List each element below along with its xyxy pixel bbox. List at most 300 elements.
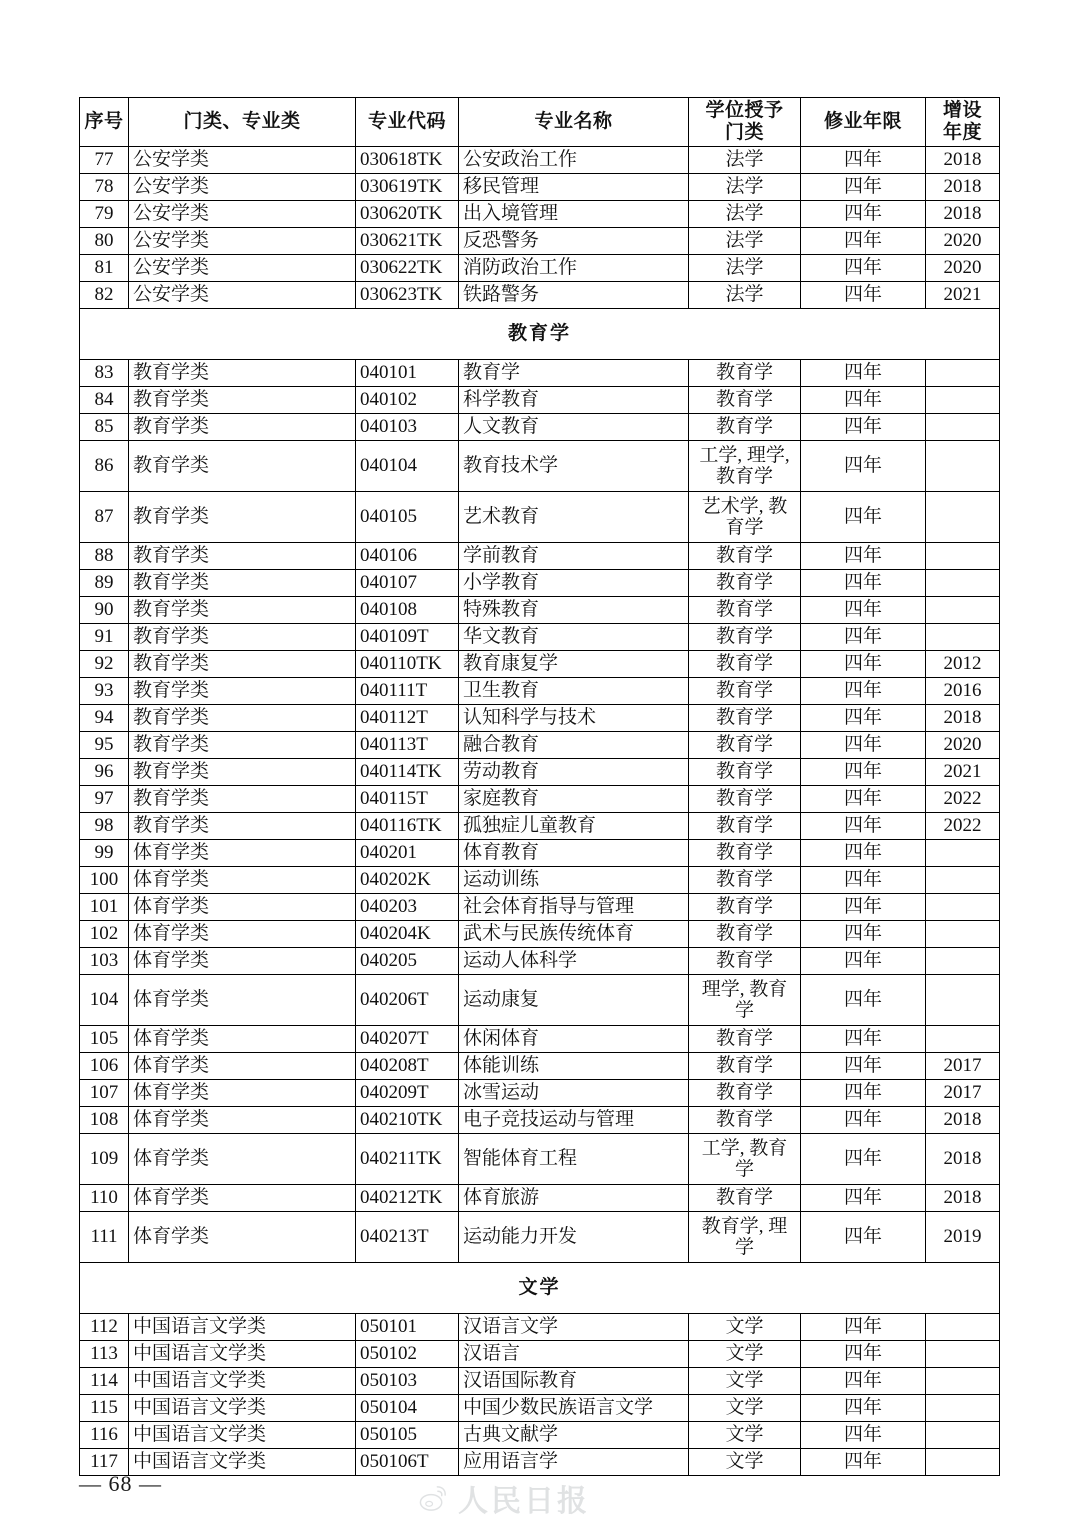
table-body xyxy=(80,147,1000,1476)
cell-code: 040102 xyxy=(356,387,459,414)
cell-degree: 文学 xyxy=(689,1341,801,1368)
column-header-name: 专业名称 xyxy=(459,98,689,147)
cell-category: 中国语言文学类 xyxy=(129,1395,356,1422)
table-row xyxy=(80,651,1000,678)
table-row xyxy=(80,360,1000,387)
cell-years: 四年 xyxy=(801,1449,926,1476)
table-row xyxy=(80,1449,1000,1476)
cell-years: 四年 xyxy=(801,255,926,282)
cell-category: 体育学类 xyxy=(129,1212,356,1263)
cell-category: 教育学类 xyxy=(129,732,356,759)
table-row xyxy=(80,624,1000,651)
cell-index: 113 xyxy=(80,1341,129,1368)
cell-name: 运动康复 xyxy=(459,975,689,1026)
cell-years: 四年 xyxy=(801,813,926,840)
cell-name: 体能训练 xyxy=(459,1053,689,1080)
cell-index: 115 xyxy=(80,1395,129,1422)
cell-code: 040104 xyxy=(356,441,459,492)
cell-category: 体育学类 xyxy=(129,1053,356,1080)
cell-added: 2021 xyxy=(926,282,1000,309)
cell-category: 体育学类 xyxy=(129,948,356,975)
cell-degree: 教育学, 理学 xyxy=(689,1212,801,1263)
cell-code: 040114TK xyxy=(356,759,459,786)
cell-index: 87 xyxy=(80,492,129,543)
cell-name: 运动人体科学 xyxy=(459,948,689,975)
cell-years: 四年 xyxy=(801,1053,926,1080)
table-row xyxy=(80,147,1000,174)
cell-added xyxy=(926,1422,1000,1449)
cell-index: 93 xyxy=(80,678,129,705)
cell-years: 四年 xyxy=(801,414,926,441)
cell-name: 运动能力开发 xyxy=(459,1212,689,1263)
cell-name: 科学教育 xyxy=(459,387,689,414)
cell-name: 智能体育工程 xyxy=(459,1134,689,1185)
table-row xyxy=(80,975,1000,1026)
cell-code: 040201 xyxy=(356,840,459,867)
cell-name: 中国少数民族语言文学 xyxy=(459,1395,689,1422)
cell-code: 030622TK xyxy=(356,255,459,282)
cell-added: 2018 xyxy=(926,174,1000,201)
cell-index: 84 xyxy=(80,387,129,414)
cell-index: 102 xyxy=(80,921,129,948)
cell-code: 040209T xyxy=(356,1080,459,1107)
cell-category: 公安学类 xyxy=(129,255,356,282)
cell-name: 体育教育 xyxy=(459,840,689,867)
cell-years: 四年 xyxy=(801,228,926,255)
cell-name: 消防政治工作 xyxy=(459,255,689,282)
column-header-degree-line1: 学位授予 xyxy=(705,99,784,122)
cell-degree: 教育学 xyxy=(689,732,801,759)
cell-index: 105 xyxy=(80,1026,129,1053)
cell-name: 冰雪运动 xyxy=(459,1080,689,1107)
cell-degree: 文学 xyxy=(689,1314,801,1341)
cell-added: 2016 xyxy=(926,678,1000,705)
cell-code: 040206T xyxy=(356,975,459,1026)
cell-added xyxy=(926,624,1000,651)
cell-degree: 教育学 xyxy=(689,705,801,732)
cell-index: 94 xyxy=(80,705,129,732)
cell-added xyxy=(926,975,1000,1026)
cell-degree: 教育学 xyxy=(689,786,801,813)
cell-years: 四年 xyxy=(801,1134,926,1185)
cell-degree: 文学 xyxy=(689,1422,801,1449)
table-row xyxy=(80,1341,1000,1368)
cell-added: 2018 xyxy=(926,1185,1000,1212)
cell-name: 古典文献学 xyxy=(459,1422,689,1449)
cell-name: 教育技术学 xyxy=(459,441,689,492)
cell-degree: 文学 xyxy=(689,1368,801,1395)
cell-added: 2017 xyxy=(926,1053,1000,1080)
cell-index: 108 xyxy=(80,1107,129,1134)
cell-code: 030618TK xyxy=(356,147,459,174)
cell-years: 四年 xyxy=(801,1080,926,1107)
cell-index: 98 xyxy=(80,813,129,840)
cell-added xyxy=(926,492,1000,543)
cell-years: 四年 xyxy=(801,840,926,867)
section-title: 文学 xyxy=(80,1263,1000,1314)
cell-code: 040210TK xyxy=(356,1107,459,1134)
table-row xyxy=(80,255,1000,282)
cell-added: 2019 xyxy=(926,1212,1000,1263)
cell-name: 教育康复学 xyxy=(459,651,689,678)
cell-degree: 文学 xyxy=(689,1395,801,1422)
cell-added: 2018 xyxy=(926,147,1000,174)
cell-index: 91 xyxy=(80,624,129,651)
table-row xyxy=(80,1368,1000,1395)
cell-code: 040111T xyxy=(356,678,459,705)
watermark xyxy=(418,1476,590,1520)
cell-name: 人文教育 xyxy=(459,414,689,441)
cell-added xyxy=(926,1026,1000,1053)
cell-index: 104 xyxy=(80,975,129,1026)
cell-category: 体育学类 xyxy=(129,1134,356,1185)
cell-index: 112 xyxy=(80,1314,129,1341)
watermark-text: 人民日报 xyxy=(458,1484,590,1519)
cell-years: 四年 xyxy=(801,1395,926,1422)
cell-code: 040211TK xyxy=(356,1134,459,1185)
cell-index: 106 xyxy=(80,1053,129,1080)
cell-index: 109 xyxy=(80,1134,129,1185)
cell-code: 030621TK xyxy=(356,228,459,255)
cell-added: 2022 xyxy=(926,813,1000,840)
cell-category: 体育学类 xyxy=(129,1080,356,1107)
cell-years: 四年 xyxy=(801,360,926,387)
cell-name: 华文教育 xyxy=(459,624,689,651)
cell-category: 教育学类 xyxy=(129,387,356,414)
cell-name: 社会体育指导与管理 xyxy=(459,894,689,921)
column-header-added-line1: 增设 xyxy=(942,99,982,122)
cell-degree: 法学 xyxy=(689,228,801,255)
cell-added xyxy=(926,1449,1000,1476)
cell-code: 030623TK xyxy=(356,282,459,309)
cell-index: 82 xyxy=(80,282,129,309)
cell-index: 86 xyxy=(80,441,129,492)
cell-code: 040103 xyxy=(356,414,459,441)
table-row xyxy=(80,543,1000,570)
cell-name: 休闲体育 xyxy=(459,1026,689,1053)
section-header-row xyxy=(80,309,1000,360)
table-row xyxy=(80,786,1000,813)
cell-degree: 理学, 教育学 xyxy=(689,975,801,1026)
cell-added: 2022 xyxy=(926,786,1000,813)
cell-index: 96 xyxy=(80,759,129,786)
cell-years: 四年 xyxy=(801,282,926,309)
cell-index: 99 xyxy=(80,840,129,867)
cell-index: 83 xyxy=(80,360,129,387)
cell-name: 小学教育 xyxy=(459,570,689,597)
cell-name: 孤独症儿童教育 xyxy=(459,813,689,840)
cell-category: 公安学类 xyxy=(129,201,356,228)
column-header-added-line2: 年度 xyxy=(942,121,982,143)
cell-added xyxy=(926,894,1000,921)
cell-degree: 教育学 xyxy=(689,1026,801,1053)
cell-index: 77 xyxy=(80,147,129,174)
cell-name: 汉语国际教育 xyxy=(459,1368,689,1395)
cell-code: 040203 xyxy=(356,894,459,921)
table-row xyxy=(80,597,1000,624)
cell-category: 教育学类 xyxy=(129,813,356,840)
cell-years: 四年 xyxy=(801,1341,926,1368)
cell-degree: 教育学 xyxy=(689,921,801,948)
table-row xyxy=(80,921,1000,948)
column-header-index: 序号 xyxy=(80,98,129,147)
cell-added: 2018 xyxy=(926,1107,1000,1134)
column-header-years: 修业年限 xyxy=(801,98,926,147)
cell-degree: 教育学 xyxy=(689,1107,801,1134)
cell-index: 100 xyxy=(80,867,129,894)
cell-years: 四年 xyxy=(801,1212,926,1263)
cell-degree: 教育学 xyxy=(689,678,801,705)
cell-index: 79 xyxy=(80,201,129,228)
cell-index: 111 xyxy=(80,1212,129,1263)
table-row xyxy=(80,1212,1000,1263)
table-row xyxy=(80,678,1000,705)
cell-category: 中国语言文学类 xyxy=(129,1341,356,1368)
cell-added xyxy=(926,360,1000,387)
table-row xyxy=(80,732,1000,759)
cell-category: 公安学类 xyxy=(129,174,356,201)
cell-degree: 法学 xyxy=(689,201,801,228)
cell-added xyxy=(926,543,1000,570)
column-header-category: 门类、专业类 xyxy=(129,98,356,147)
cell-degree: 教育学 xyxy=(689,570,801,597)
column-header-added xyxy=(926,98,1000,147)
cell-category: 中国语言文学类 xyxy=(129,1449,356,1476)
table-row xyxy=(80,1314,1000,1341)
cell-added: 2020 xyxy=(926,732,1000,759)
cell-years: 四年 xyxy=(801,1026,926,1053)
cell-name: 卫生教育 xyxy=(459,678,689,705)
cell-name: 汉语言 xyxy=(459,1341,689,1368)
cell-category: 教育学类 xyxy=(129,492,356,543)
cell-code: 040112T xyxy=(356,705,459,732)
cell-category: 中国语言文学类 xyxy=(129,1422,356,1449)
cell-added xyxy=(926,597,1000,624)
cell-category: 体育学类 xyxy=(129,894,356,921)
cell-years: 四年 xyxy=(801,948,926,975)
cell-code: 040113T xyxy=(356,732,459,759)
cell-category: 公安学类 xyxy=(129,282,356,309)
cell-name: 特殊教育 xyxy=(459,597,689,624)
cell-degree: 教育学 xyxy=(689,360,801,387)
table-row xyxy=(80,894,1000,921)
cell-years: 四年 xyxy=(801,1422,926,1449)
table-row xyxy=(80,948,1000,975)
cell-code: 040108 xyxy=(356,597,459,624)
cell-degree: 法学 xyxy=(689,174,801,201)
cell-index: 89 xyxy=(80,570,129,597)
cell-years: 四年 xyxy=(801,1107,926,1134)
cell-added: 2020 xyxy=(926,228,1000,255)
cell-index: 88 xyxy=(80,543,129,570)
cell-years: 四年 xyxy=(801,174,926,201)
cell-years: 四年 xyxy=(801,441,926,492)
cell-degree: 文学 xyxy=(689,1449,801,1476)
cell-added: 2020 xyxy=(926,255,1000,282)
cell-added: 2018 xyxy=(926,201,1000,228)
cell-years: 四年 xyxy=(801,1368,926,1395)
cell-name: 融合教育 xyxy=(459,732,689,759)
cell-name: 认知科学与技术 xyxy=(459,705,689,732)
cell-years: 四年 xyxy=(801,201,926,228)
cell-years: 四年 xyxy=(801,894,926,921)
cell-years: 四年 xyxy=(801,786,926,813)
cell-code: 050105 xyxy=(356,1422,459,1449)
cell-category: 公安学类 xyxy=(129,228,356,255)
cell-years: 四年 xyxy=(801,147,926,174)
cell-index: 81 xyxy=(80,255,129,282)
cell-degree: 法学 xyxy=(689,255,801,282)
cell-code: 040213T xyxy=(356,1212,459,1263)
cell-degree: 工学, 教育学 xyxy=(689,1134,801,1185)
table-row xyxy=(80,1107,1000,1134)
cell-index: 95 xyxy=(80,732,129,759)
cell-code: 050102 xyxy=(356,1341,459,1368)
page-number: — 68 — xyxy=(79,1471,162,1496)
cell-added xyxy=(926,867,1000,894)
cell-code: 040107 xyxy=(356,570,459,597)
cell-years: 四年 xyxy=(801,387,926,414)
cell-name: 应用语言学 xyxy=(459,1449,689,1476)
cell-name: 学前教育 xyxy=(459,543,689,570)
cell-degree: 法学 xyxy=(689,147,801,174)
table-row xyxy=(80,1026,1000,1053)
cell-years: 四年 xyxy=(801,732,926,759)
cell-added xyxy=(926,441,1000,492)
cell-code: 040204K xyxy=(356,921,459,948)
cell-degree: 教育学 xyxy=(689,759,801,786)
cell-added xyxy=(926,840,1000,867)
cell-added: 2018 xyxy=(926,1134,1000,1185)
table-row xyxy=(80,441,1000,492)
cell-added: 2012 xyxy=(926,651,1000,678)
cell-name: 移民管理 xyxy=(459,174,689,201)
cell-category: 教育学类 xyxy=(129,759,356,786)
cell-category: 公安学类 xyxy=(129,147,356,174)
cell-category: 体育学类 xyxy=(129,975,356,1026)
table-row xyxy=(80,813,1000,840)
cell-name: 家庭教育 xyxy=(459,786,689,813)
cell-added xyxy=(926,1368,1000,1395)
column-header-code: 专业代码 xyxy=(356,98,459,147)
cell-category: 教育学类 xyxy=(129,441,356,492)
cell-category: 体育学类 xyxy=(129,1107,356,1134)
column-header-degree xyxy=(689,98,801,147)
cell-added: 2021 xyxy=(926,759,1000,786)
cell-index: 97 xyxy=(80,786,129,813)
cell-added: 2018 xyxy=(926,705,1000,732)
table-row xyxy=(80,1080,1000,1107)
cell-index: 103 xyxy=(80,948,129,975)
cell-added xyxy=(926,414,1000,441)
cell-index: 117 xyxy=(80,1449,129,1476)
cell-index: 92 xyxy=(80,651,129,678)
cell-category: 教育学类 xyxy=(129,570,356,597)
cell-code: 040101 xyxy=(356,360,459,387)
cell-category: 教育学类 xyxy=(129,705,356,732)
table-row xyxy=(80,840,1000,867)
cell-index: 80 xyxy=(80,228,129,255)
cell-added xyxy=(926,921,1000,948)
cell-name: 运动训练 xyxy=(459,867,689,894)
cell-index: 116 xyxy=(80,1422,129,1449)
cell-degree: 教育学 xyxy=(689,414,801,441)
cell-name: 出入境管理 xyxy=(459,201,689,228)
cell-years: 四年 xyxy=(801,570,926,597)
cell-name: 反恐警务 xyxy=(459,228,689,255)
cell-category: 教育学类 xyxy=(129,360,356,387)
cell-code: 050101 xyxy=(356,1314,459,1341)
cell-degree: 教育学 xyxy=(689,813,801,840)
cell-code: 050103 xyxy=(356,1368,459,1395)
cell-code: 040202K xyxy=(356,867,459,894)
table-row xyxy=(80,282,1000,309)
cell-code: 040110TK xyxy=(356,651,459,678)
table-row xyxy=(80,759,1000,786)
table-row xyxy=(80,705,1000,732)
cell-name: 电子竞技运动与管理 xyxy=(459,1107,689,1134)
cell-category: 体育学类 xyxy=(129,1185,356,1212)
cell-category: 教育学类 xyxy=(129,597,356,624)
cell-name: 艺术教育 xyxy=(459,492,689,543)
cell-degree: 教育学 xyxy=(689,1080,801,1107)
cell-index: 101 xyxy=(80,894,129,921)
cell-code: 040109T xyxy=(356,624,459,651)
table-row xyxy=(80,414,1000,441)
section-title: 教育学 xyxy=(80,309,1000,360)
cell-added: 2017 xyxy=(926,1080,1000,1107)
cell-index: 107 xyxy=(80,1080,129,1107)
cell-degree: 教育学 xyxy=(689,867,801,894)
table-row xyxy=(80,570,1000,597)
cell-category: 教育学类 xyxy=(129,543,356,570)
cell-years: 四年 xyxy=(801,597,926,624)
cell-years: 四年 xyxy=(801,705,926,732)
cell-added xyxy=(926,1341,1000,1368)
cell-code: 040106 xyxy=(356,543,459,570)
cell-category: 体育学类 xyxy=(129,921,356,948)
table-row xyxy=(80,201,1000,228)
cell-code: 040212TK xyxy=(356,1185,459,1212)
cell-category: 体育学类 xyxy=(129,1026,356,1053)
table-row xyxy=(80,1185,1000,1212)
cell-code: 040205 xyxy=(356,948,459,975)
cell-category: 教育学类 xyxy=(129,651,356,678)
table-row xyxy=(80,1134,1000,1185)
cell-category: 教育学类 xyxy=(129,414,356,441)
cell-name: 劳动教育 xyxy=(459,759,689,786)
cell-category: 中国语言文学类 xyxy=(129,1368,356,1395)
column-header-degree-line2: 门类 xyxy=(724,121,764,143)
section-header-row xyxy=(80,1263,1000,1314)
table-row xyxy=(80,867,1000,894)
cell-degree: 教育学 xyxy=(689,624,801,651)
table-row xyxy=(80,1053,1000,1080)
cell-years: 四年 xyxy=(801,543,926,570)
cell-code: 040208T xyxy=(356,1053,459,1080)
major-catalog-table xyxy=(79,97,1000,1476)
cell-code: 050104 xyxy=(356,1395,459,1422)
cell-index: 110 xyxy=(80,1185,129,1212)
cell-code: 050106T xyxy=(356,1449,459,1476)
cell-years: 四年 xyxy=(801,867,926,894)
cell-degree: 教育学 xyxy=(689,948,801,975)
cell-added xyxy=(926,1314,1000,1341)
cell-degree: 教育学 xyxy=(689,840,801,867)
cell-category: 教育学类 xyxy=(129,786,356,813)
cell-code: 040207T xyxy=(356,1026,459,1053)
cell-added xyxy=(926,1395,1000,1422)
